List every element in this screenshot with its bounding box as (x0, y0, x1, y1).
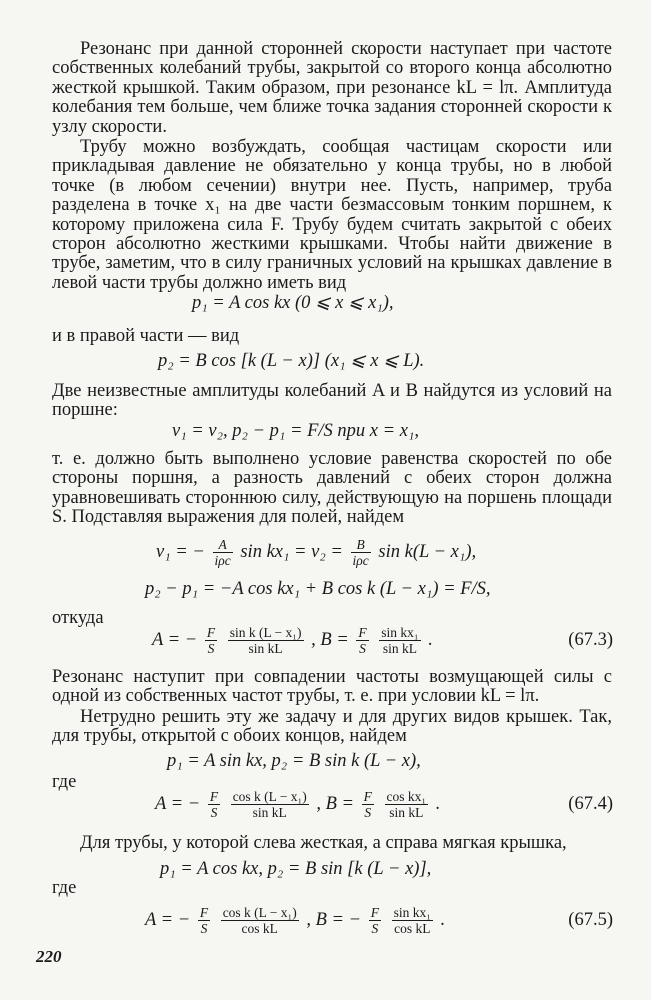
paragraph-piston-setup: Трубу можно возбуждать, сообщая частицам скорости или прикладывая давление не обязательно у конца трубы, но в любой точке (в любом сечении) внутри нее. Пусть, например, труба разделена в точке x₁ на две части безмассовым тонким поршнем, к которому приложена сила F. Трубу будем считать закрытой с обеих сторон абсолютно жесткими крышками. Чтобы найти движение в трубе, заметим, что в силу граничных условий на крышках давление в левой части трубы должно иметь вид (52, 137, 612, 293)
fraction-numerator: B (351, 537, 371, 553)
fraction-sin-cos-ratio (392, 905, 433, 936)
fraction-denominator: S (207, 641, 215, 657)
equation-p1-left: p₁ = A cos kx (0 ⩽ x ⩽ x₁), (192, 293, 394, 313)
eq-period: . (440, 910, 446, 930)
equation-67-3 (152, 620, 433, 660)
fraction-denominator: cos kL (241, 921, 278, 937)
eq-lhs-b: , B = − (306, 910, 362, 930)
fraction-sin-ratio (379, 625, 420, 656)
eq-lhs-a: A = − (145, 910, 191, 930)
equation-velocities (156, 532, 476, 572)
fraction-denominator: cos kL (394, 921, 431, 937)
fraction-cos-sin-ratio (385, 789, 429, 820)
paragraph-resonance-force: Резонанс наступит при совпадении частоты возмущающей силы с одной из собственных частот трубы, т. е. при условии kL = lπ. (52, 667, 612, 707)
fraction-denominator: sin kL (389, 805, 424, 821)
equation-p2-right: p₂ = B cos [k (L − x)] (x₁ ⩽ x ⩽ L). (158, 351, 425, 371)
fraction-denominator: iρc (214, 553, 231, 569)
text-otkuda: откуда (52, 608, 104, 628)
text-right-part: и в правой части — вид (52, 326, 240, 346)
equation-open-pipe: p₁ = A sin kx, p₂ = B sin k (L − x), (167, 751, 421, 771)
fraction-denominator: iρc (352, 553, 369, 569)
fraction-numerator: F (199, 905, 209, 921)
text-gde: где (52, 772, 77, 792)
fraction-numerator: cos k (L − x₁) (222, 905, 297, 921)
fraction-numerator: F (206, 625, 216, 641)
paragraph-mixed-lids: Для трубы, у которой слева жесткая, а справа мягкая крышка, (80, 833, 567, 853)
equation-number-67-3: (67.3) (568, 630, 613, 650)
fraction-denominator: S (364, 805, 372, 821)
text-gde-2: где (52, 878, 77, 898)
fraction-numerator: sin kx₁ (381, 625, 419, 641)
fraction-numerator: F (358, 625, 367, 641)
eq-period: . (428, 630, 433, 650)
fraction-numerator: F (363, 789, 372, 805)
page-number: 220 (36, 947, 62, 966)
equation-67-5 (145, 900, 445, 940)
equation-number-67-5: (67.5) (568, 910, 613, 930)
equation-piston-conditions: v₁ = v₂, p₂ − p₁ = F/S при x = x₁, (172, 421, 420, 441)
eq-velocity-left: v₁ = − (156, 542, 205, 562)
fraction-cos-ratio (221, 905, 299, 936)
eq-lhs-b: , B = (316, 794, 355, 814)
fraction-f-over-s (356, 625, 368, 656)
fraction-sin-ratio (228, 625, 304, 656)
fraction-b-over-irhoc (351, 537, 371, 568)
fraction-f-over-s (205, 625, 217, 656)
fraction-numerator: sin kx₁ (393, 905, 431, 921)
fraction-numerator: A (213, 537, 233, 553)
paragraph-velocity-equality: т. е. должно быть выполнено условие равенства скоростей по обе стороны поршня, а разность давлений с обеих сторон должна уравновешивать стороннюю силу, действующую на поршень площади S. Подставляя выражения для полей, найдем (52, 449, 612, 528)
eq-lhs-a: A = − (152, 630, 198, 650)
eq-velocity-mid: sin kx₁ = v₂ = (240, 542, 343, 562)
fraction-denominator: S (371, 921, 379, 937)
equation-number-67-4: (67.4) (568, 794, 613, 814)
eq-period: . (435, 794, 441, 814)
paragraph-resonance-velocity: Резонанс при данной сторонней скорости наступает при частоте собственных колебаний трубы, закрытой со второго конца абсолютно жесткой крышкой. Таким образом, при резонансе kL = lπ. Амплитуда колебания тем больше, чем ближе точка задания сторонней скорости к узлу скорости. (52, 39, 612, 137)
paragraph-other-lids: Нетрудно решить эту же задачу и для других видов крышек. Так, для трубы, открытой с обоих концов, найдем (52, 707, 612, 747)
fraction-numerator: cos kx₁ (386, 789, 427, 805)
fraction-f-over-s (198, 905, 210, 936)
fraction-f-over-s (362, 789, 374, 820)
fraction-denominator: S (210, 805, 218, 821)
eq-lhs-b: , B = (311, 630, 349, 650)
eq-velocity-right: sin k(L − x₁), (378, 542, 477, 562)
fraction-numerator: F (209, 789, 219, 805)
equation-mixed-pipe: p₁ = A cos kx, p₂ = B sin [k (L − x)], (160, 859, 432, 879)
eq-lhs-a: A = − (155, 794, 201, 814)
fraction-denominator: sin kL (382, 641, 418, 657)
fraction-numerator: sin k (L − x₁) (229, 625, 302, 641)
fraction-f-over-s (208, 789, 220, 820)
fraction-a-over-irhoc (213, 537, 233, 568)
fraction-denominator: sin kL (252, 805, 287, 821)
fraction-denominator: sin kL (248, 641, 283, 657)
fraction-numerator: F (370, 905, 380, 921)
fraction-numerator: cos k (L − x₁) (232, 789, 307, 805)
fraction-denominator: S (200, 921, 208, 937)
equation-pressure-difference: p₂ − p₁ = −A cos kx₁ + B cos k (L − x₁) = F/S, (145, 579, 491, 599)
equation-67-4 (155, 784, 440, 824)
fraction-f-over-s (369, 905, 381, 936)
fraction-denominator: S (359, 641, 366, 657)
paragraph-unknown-amplitudes: Две неизвестные амплитуды колебаний A и B найдутся из условий на поршне: (52, 381, 612, 421)
fraction-cos-sin-ratio (231, 789, 309, 820)
